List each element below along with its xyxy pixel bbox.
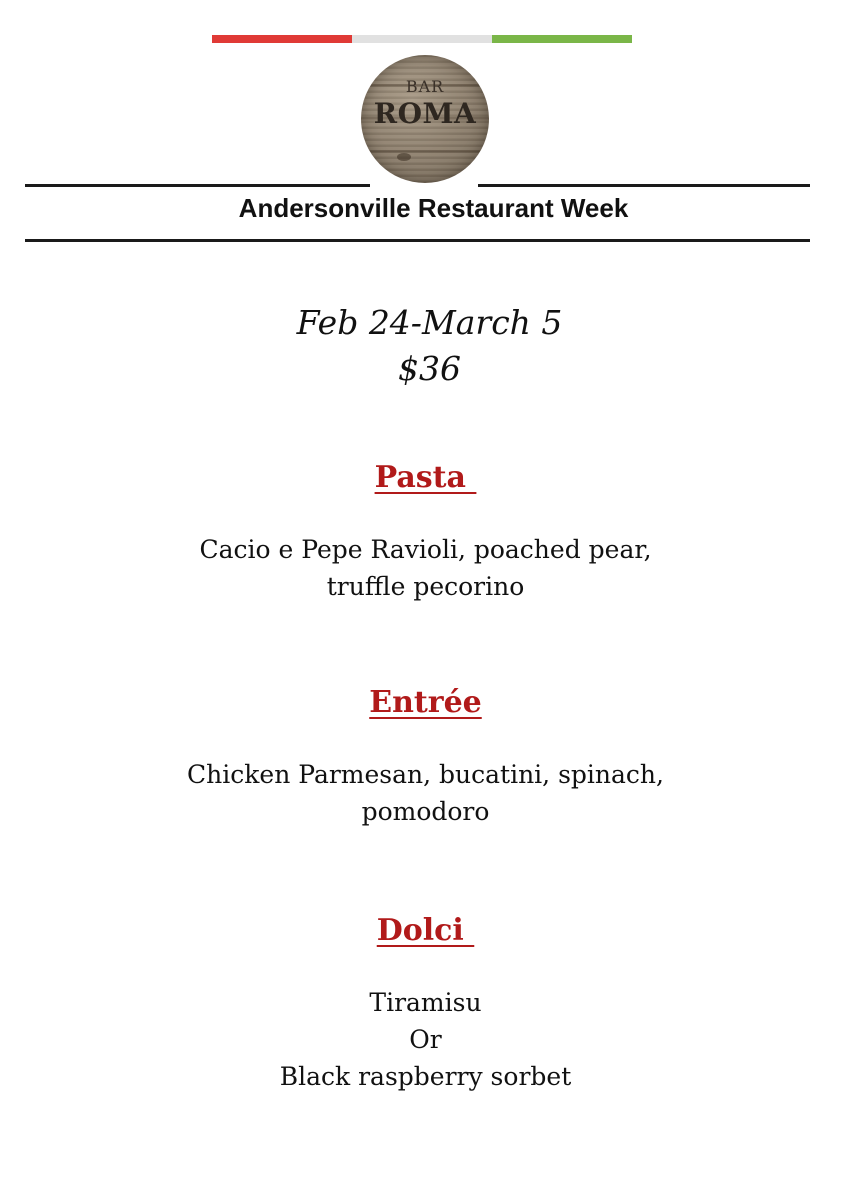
section-body-entree <box>0 756 851 830</box>
promo-block <box>0 300 851 392</box>
wood-knot <box>397 153 411 161</box>
menu-line: Chicken Parmesan, bucatini, spinach, <box>187 760 664 789</box>
section-pasta <box>0 460 851 605</box>
section-body-pasta <box>0 531 851 605</box>
logo-bar-text: BAR <box>405 77 445 96</box>
promo-dates: Feb 24-March 5 <box>296 303 563 342</box>
section-body-dolci <box>0 984 851 1095</box>
promo-price: $36 <box>398 349 461 388</box>
menu-line: Cacio e Pepe Ravioli, poached pear, <box>199 535 652 564</box>
logo-roma-text: ROMA <box>373 97 477 130</box>
section-heading-pasta: Pasta <box>374 460 477 495</box>
menu-line: Black raspberry sorbet <box>279 1062 572 1091</box>
flag-green-segment <box>492 35 632 43</box>
italian-flag-stripe <box>212 35 632 43</box>
event-title: Andersonville Restaurant Week <box>238 193 629 223</box>
flag-white-segment <box>352 35 492 43</box>
menu-line: pomodoro <box>361 797 490 826</box>
bar-roma-logo <box>361 55 489 183</box>
menu-line: Or <box>409 1025 442 1054</box>
header-rule-right <box>478 184 810 187</box>
menu-line: Tiramisu <box>369 988 482 1017</box>
header-rule-bottom <box>25 239 810 242</box>
section-heading-entree: Entrée <box>369 685 482 720</box>
section-entree <box>0 685 851 830</box>
menu-line: truffle pecorino <box>326 572 525 601</box>
flag-red-segment <box>212 35 352 43</box>
section-heading-dolci: Dolci <box>376 913 475 948</box>
header-rule-left <box>25 184 370 187</box>
section-dolci <box>0 913 851 1095</box>
